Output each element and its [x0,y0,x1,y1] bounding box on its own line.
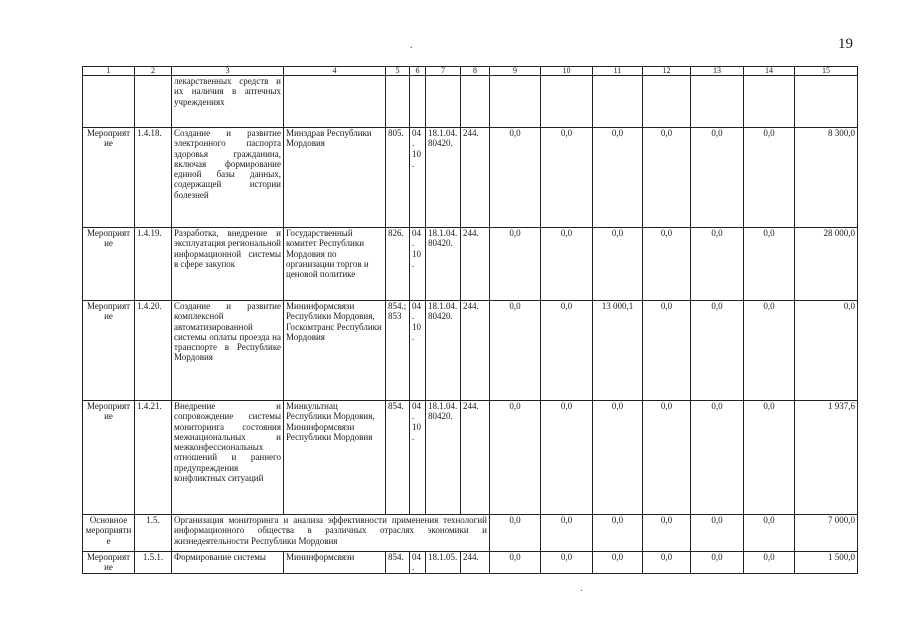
grbs-cell: 805. [386,128,410,228]
header-cell: 4 [284,67,386,76]
rzpr-cell: 04. [410,552,426,574]
value-cell: 0,0 [744,515,795,552]
grbs-cell: 826. [386,228,410,301]
value-cell [541,76,593,128]
value-cell [744,76,795,128]
executor-cell: Мининформсвязи [284,552,386,574]
code-cell: 1.5.1. [135,552,172,574]
executor-cell: Минздрав Республики Мордовия [284,128,386,228]
value-cell: 0,0 [691,228,744,301]
header-cell: 13 [691,67,744,76]
rzpr-cell: 04. 10. [410,401,426,515]
vr-cell: 244. [461,301,490,401]
main-activity-row [83,515,858,552]
value-cell [643,76,691,128]
value-cell: 0,0 [691,301,744,401]
description-cell: Разработка, внедрение и эксплуатация региональной информационной системы в сфере закупок [172,228,284,301]
header-cell: 7 [426,67,461,76]
column-numbers-row [83,67,858,76]
scan-dot: . [580,583,583,594]
type-cell: Основное мероприятие [83,515,135,552]
csr-cell: 18.1.04. 80420. [426,301,461,401]
value-cell: 0,0 [744,128,795,228]
header-cell: 6 [410,67,426,76]
csr-cell [426,76,461,128]
grbs-cell: 854. [386,552,410,574]
header-cell: 3 [172,67,284,76]
description-cell: Внедрение и сопровождение системы мониторинга состояния межнациональных и межконфессиональных отношений и раннего предупреждения конфликтных ситуаций [172,401,284,515]
value-cell: 0,0 [643,301,691,401]
value-cell [691,76,744,128]
value-cell: 1 500,0 [795,552,858,574]
rzpr-cell: 04. 10. [410,301,426,401]
vr-cell [461,76,490,128]
program-table [82,66,858,574]
grbs-cell: 854.; 853 [386,301,410,401]
description-cell: Формирование системы [172,552,284,574]
grbs-cell [386,76,410,128]
table-row [83,128,858,228]
value-cell: 0,0 [643,128,691,228]
value-cell: 7 000,0 [795,515,858,552]
vr-cell: 244. [461,552,490,574]
executor-cell [284,76,386,128]
code-cell: 1.4.21. [135,401,172,515]
value-cell: 0,0 [643,401,691,515]
header-cell: 8 [461,67,490,76]
executor-cell: Государственный комитет Республики Мордовия по организации торгов и ценовой политике [284,228,386,301]
vr-cell: 244. [461,128,490,228]
type-cell [83,76,135,128]
description-cell: Организация мониторинга и анализа эффективности применения технологий информационного общества в различных отраслях экономики и жизнедеятельности Республики Мордовия [172,515,490,552]
value-cell: 0,0 [541,128,593,228]
value-cell: 0,0 [490,552,541,574]
header-cell: 2 [135,67,172,76]
csr-cell: 18.1.05. [426,552,461,574]
value-cell: 0,0 [593,401,643,515]
page-number: 19 [838,36,853,52]
csr-cell: 18.1.04. 80420. [426,228,461,301]
code-cell: 1.4.18. [135,128,172,228]
value-cell: 0,0 [490,301,541,401]
header-cell: 14 [744,67,795,76]
table-row [83,552,858,574]
value-cell: 13 000,1 [593,301,643,401]
header-cell: 1 [83,67,135,76]
value-cell: 0,0 [541,401,593,515]
table-row [83,401,858,515]
header-cell: 10 [541,67,593,76]
value-cell: 0,0 [490,228,541,301]
type-cell: Мероприятие [83,228,135,301]
header-cell: 15 [795,67,858,76]
value-cell: 0,0 [744,228,795,301]
value-cell: 0,0 [744,552,795,574]
header-cell: 11 [593,67,643,76]
grbs-cell: 854. [386,401,410,515]
type-cell: Мероприятие [83,301,135,401]
csr-cell: 18.1.04. 80420. [426,128,461,228]
value-cell: 0,0 [490,401,541,515]
type-cell: Мероприятие [83,552,135,574]
rzpr-cell: 04. 10. [410,228,426,301]
value-cell: 0,0 [691,401,744,515]
header-cell: 5 [386,67,410,76]
value-cell [490,76,541,128]
value-cell: 0,0 [541,552,593,574]
type-cell: Мероприятие [83,401,135,515]
value-cell: 0,0 [744,301,795,401]
header-cell: 12 [643,67,691,76]
vr-cell: 244. [461,401,490,515]
type-cell: Мероприятие [83,128,135,228]
value-cell: 28 000,0 [795,228,858,301]
value-cell: 0,0 [691,515,744,552]
code-cell: 1.4.20. [135,301,172,401]
value-cell: 0,0 [643,552,691,574]
rzpr-cell [410,76,426,128]
table-row [83,301,858,401]
value-cell: 0,0 [691,128,744,228]
executor-cell: Минкультнац Республики Мордовия, Мининформсвязи Республики Мордовия [284,401,386,515]
scan-dot: . [410,40,413,51]
code-cell: 1.4.19. [135,228,172,301]
value-cell [593,76,643,128]
description-cell: Создание и развитие комплексной автоматизированной системы оплаты проезда на транспорте в Республике Мордовия [172,301,284,401]
value-cell: 0,0 [593,128,643,228]
value-cell: 0,0 [643,515,691,552]
value-cell: 0,0 [490,128,541,228]
rzpr-cell: 04. 10. [410,128,426,228]
csr-cell: 18.1.04. 80420. [426,401,461,515]
value-cell: 0,0 [541,228,593,301]
value-cell: 0,0 [541,301,593,401]
value-cell: 0,0 [593,515,643,552]
value-cell: 0,0 [795,301,858,401]
table-row [83,76,858,128]
value-cell: 8 300,0 [795,128,858,228]
value-cell: 0,0 [744,401,795,515]
value-cell: 0,0 [593,228,643,301]
value-cell: 0,0 [593,552,643,574]
code-cell [135,76,172,128]
code-cell: 1.5. [135,515,172,552]
executor-cell: Мининформсвязи Республики Мордовия, Госкомтранс Республики Мордовия [284,301,386,401]
header-cell: 9 [490,67,541,76]
value-cell: 0,0 [541,515,593,552]
value-cell: 0,0 [691,552,744,574]
description-cell: лекарственных средств и их наличия в аптечных учреждениях [172,76,284,128]
description-cell: Создание и развитие электронного паспорта здоровья гражданина, включая формирование единой базы данных, содержащей истории болезней [172,128,284,228]
value-cell: 0,0 [643,228,691,301]
table-row [83,228,858,301]
value-cell [795,76,858,128]
value-cell: 0,0 [490,515,541,552]
value-cell: 1 937,6 [795,401,858,515]
vr-cell: 244. [461,228,490,301]
